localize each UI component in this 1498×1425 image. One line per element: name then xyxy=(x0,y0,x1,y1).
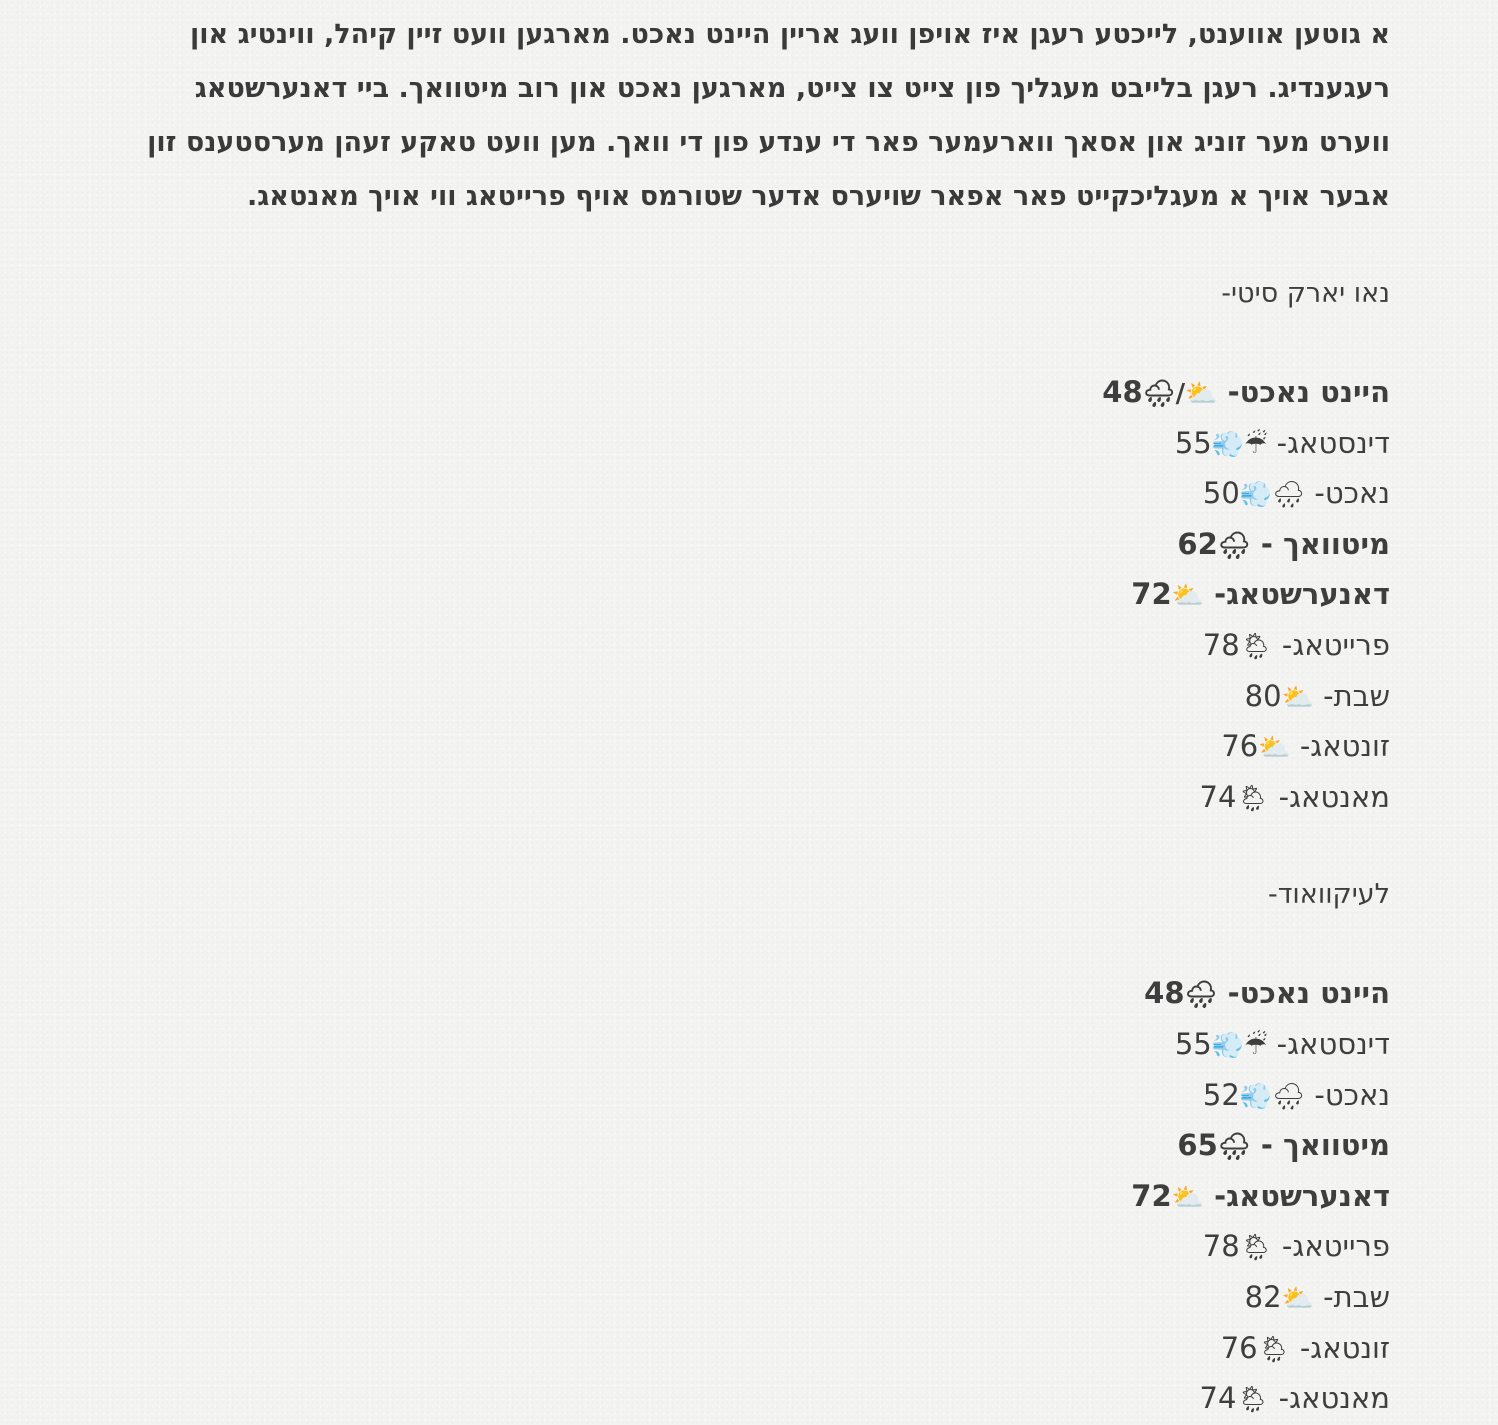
forecast-row xyxy=(80,1222,1390,1273)
temperature-value: 52 xyxy=(1202,1077,1240,1112)
temperature-value: 48 xyxy=(1102,375,1143,409)
forecast-row xyxy=(80,1172,1390,1223)
day-label: פרייטאג- xyxy=(1272,1229,1390,1264)
city-forecast xyxy=(80,871,1390,1424)
temperature-value: 50 xyxy=(1202,476,1240,511)
day-label: דינסטאג- xyxy=(1267,425,1390,460)
forecast-row xyxy=(80,368,1390,419)
city-name: לעיקוואוד- xyxy=(1267,879,1390,911)
sun-rain-icon: 🌦 xyxy=(1239,631,1273,662)
day-label: פרייטאג- xyxy=(1272,627,1390,662)
temperature-value: 55 xyxy=(1174,1026,1212,1061)
cloud-sun-icon: ⛅ xyxy=(1185,379,1218,409)
day-label: דאנערשטאג- xyxy=(1204,577,1390,612)
intro-line: רעגענדיג. רעגן בלייבט מעגליך פון צייט צו צייט, מארגען נאכט און רוב מיטוואך. ביי דאנערשטאג xyxy=(194,73,1390,104)
forecast-row xyxy=(80,419,1390,470)
umbrella-rain-icon: ☔ xyxy=(1244,429,1268,460)
intro-line: אבער אויך א מעגליכקייט פאר אפאר שויערס אדער שטורמס אויף פרייטאג ווי אויך מאנטאג. xyxy=(246,181,1390,212)
forecast-row xyxy=(80,773,1390,824)
forecast-row xyxy=(80,672,1390,723)
cloud-sun-icon: ⛅ xyxy=(1281,682,1314,713)
temperature-value: 78 xyxy=(1202,627,1240,662)
intro-paragraph xyxy=(80,8,1390,224)
temperature-value: 74 xyxy=(1199,779,1237,814)
forecast-row xyxy=(80,621,1390,672)
day-label: זונטאג- xyxy=(1290,1330,1390,1365)
temperature-value: 80 xyxy=(1244,678,1282,713)
cloud-sun-icon: ⛅ xyxy=(1281,1283,1314,1314)
day-label: מיטוואך - xyxy=(1250,1128,1390,1163)
temperature-value: 76 xyxy=(1221,729,1259,764)
wind-icon: 💨 xyxy=(1239,1081,1273,1112)
day-label: נאכט- xyxy=(1305,1077,1390,1112)
sun-rain-icon: 🌦 xyxy=(1257,1334,1291,1365)
day-label: היינט נאכט- xyxy=(1217,976,1390,1011)
temperature-value: 78 xyxy=(1202,1229,1240,1264)
day-label: נאכט- xyxy=(1305,476,1390,511)
slash-separator: / xyxy=(1175,379,1186,409)
intro-line: ווערט מער זוניג און אסאך ווארעמער פאר די ענדע פון די וואך. מען וועט טאקע זעהן מערסטענס זון xyxy=(147,127,1390,158)
cloud-sun-icon: ⛅ xyxy=(1171,1182,1205,1213)
forecast-row xyxy=(80,1071,1390,1122)
day-label: מאנטאג- xyxy=(1269,779,1390,814)
city-forecast xyxy=(80,270,1390,823)
forecast-row xyxy=(80,570,1390,621)
cloud-sun-icon: ⛅ xyxy=(1171,581,1205,612)
temperature-value: 55 xyxy=(1174,425,1212,460)
forecast-row xyxy=(80,520,1390,571)
day-label: דינסטאג- xyxy=(1267,1026,1390,1061)
wind-icon: 💨 xyxy=(1239,480,1273,511)
forecast-sections xyxy=(80,270,1390,1425)
forecast-row xyxy=(80,1020,1390,1071)
forecast-row xyxy=(80,722,1390,773)
forecast-row xyxy=(80,1121,1390,1172)
rain-cloud-icon: 🌧 xyxy=(1184,980,1218,1011)
day-label: דאנערשטאג- xyxy=(1204,1178,1390,1213)
rain-cloud-icon: 🌧 xyxy=(1272,1081,1306,1112)
forecast-row xyxy=(80,969,1390,1020)
forecast-row xyxy=(80,469,1390,520)
day-label: שבת- xyxy=(1313,678,1390,713)
forecast-row xyxy=(80,1324,1390,1375)
city-name: נאו יארק סיטי- xyxy=(1221,278,1390,309)
day-label: מאנטאג- xyxy=(1269,1381,1390,1416)
temperature-value: 76 xyxy=(1220,1330,1258,1365)
temperature-value: 72 xyxy=(1131,1178,1172,1213)
intro-line: א גוטען אווענט, לייכטע רעגן איז אויפן וועג אריין היינט נאכט. מארגען וועט זיין קיהל, ווינטיג און xyxy=(189,19,1390,50)
temperature-value: 62 xyxy=(1177,526,1218,561)
temperature-value: 82 xyxy=(1244,1279,1282,1314)
day-label: שבת- xyxy=(1313,1279,1390,1314)
rain-cloud-icon: 🌧 xyxy=(1217,530,1251,561)
temperature-value: 74 xyxy=(1199,1381,1237,1416)
forecast-row xyxy=(80,1273,1390,1324)
day-label: מיטוואך - xyxy=(1250,526,1390,561)
wind-icon: 💨 xyxy=(1211,1030,1245,1061)
rain-cloud-icon: 🌧 xyxy=(1272,480,1306,511)
temperature-value: 72 xyxy=(1131,577,1172,612)
wind-icon: 💨 xyxy=(1211,429,1245,460)
day-label: היינט נאכט- xyxy=(1217,375,1390,409)
temperature-value: 48 xyxy=(1144,976,1185,1011)
sun-rain-icon: 🌦 xyxy=(1239,1233,1273,1264)
rain-cloud-icon: 🌧 xyxy=(1142,379,1176,409)
forecast-row xyxy=(80,1374,1390,1425)
umbrella-rain-icon: ☔ xyxy=(1244,1030,1268,1061)
cloud-sun-icon: ⛅ xyxy=(1258,733,1291,764)
rain-cloud-icon: 🌧 xyxy=(1217,1132,1251,1163)
document-body xyxy=(80,8,1390,1425)
sun-rain-icon: 🌦 xyxy=(1236,1385,1270,1416)
sun-rain-icon: 🌦 xyxy=(1236,783,1270,814)
day-label: זונטאג- xyxy=(1290,729,1390,764)
temperature-value: 65 xyxy=(1177,1128,1218,1163)
